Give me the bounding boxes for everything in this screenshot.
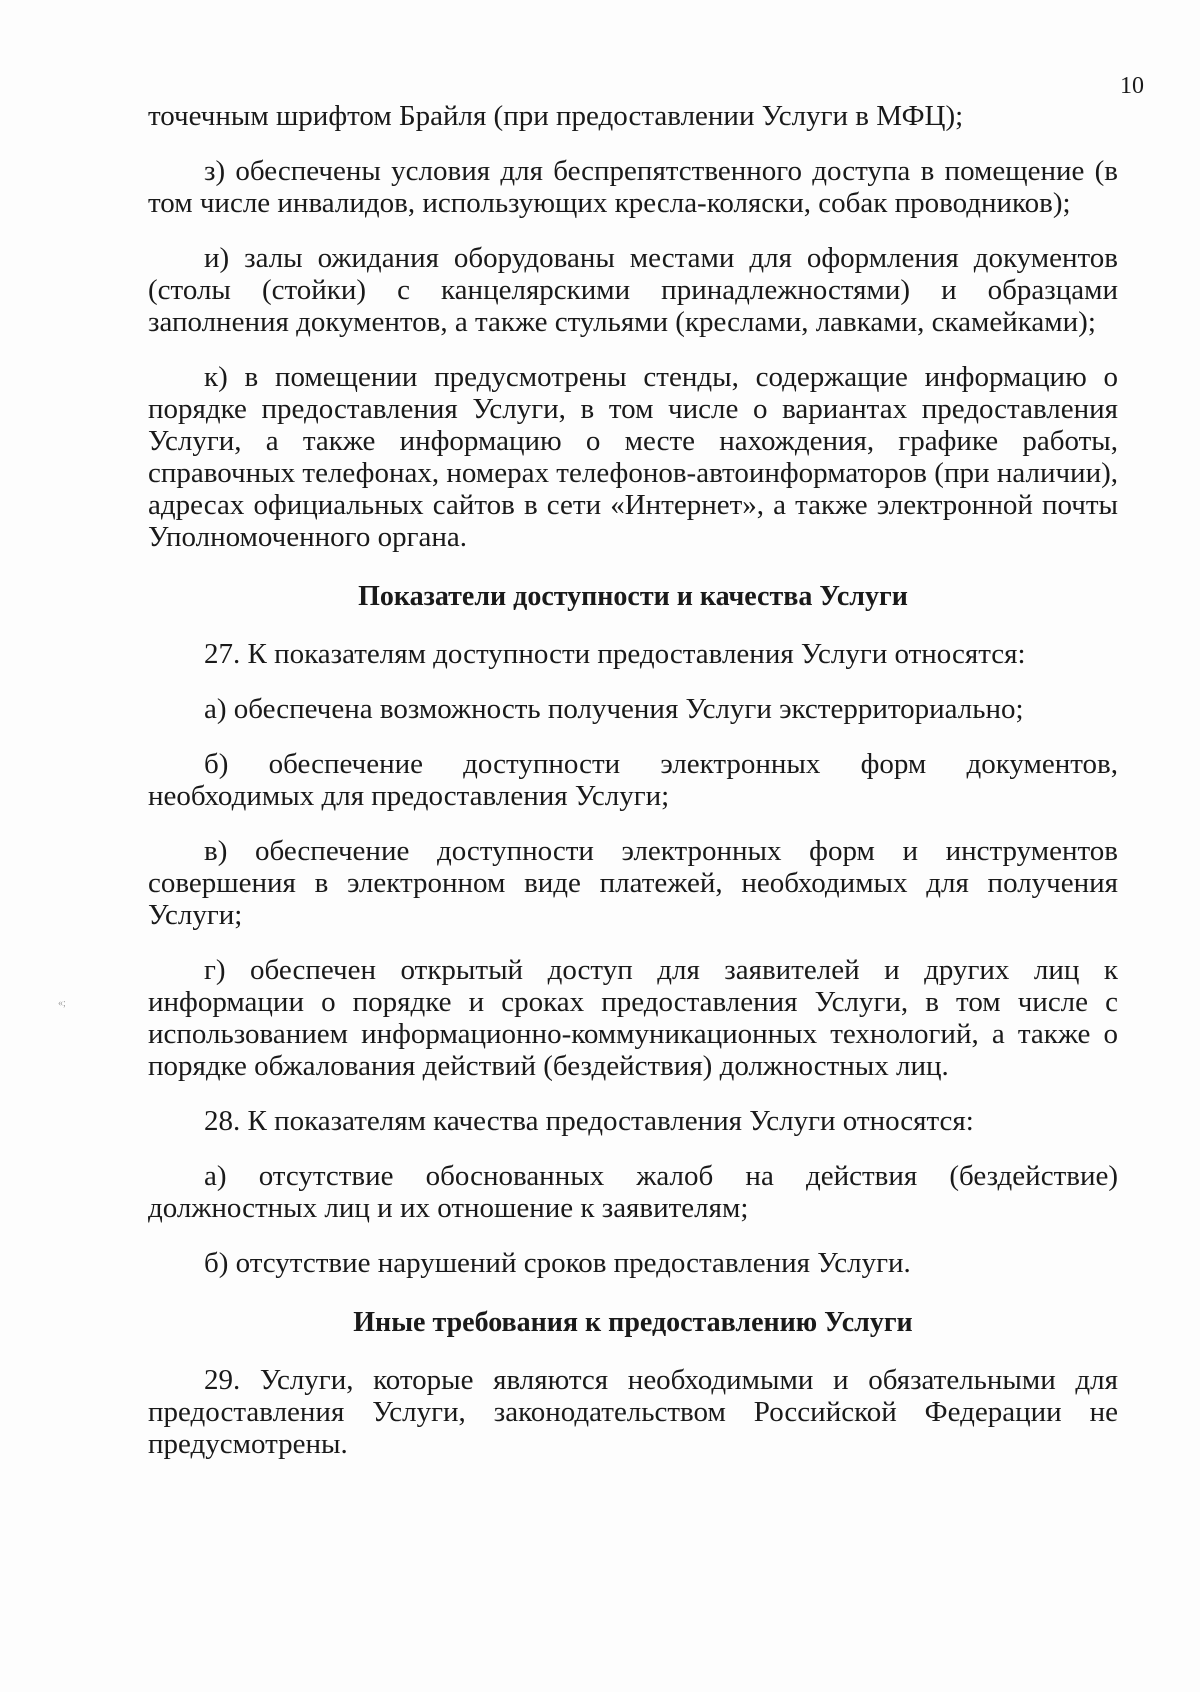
- paragraph-29: 29. Услуги, которые являются необходимыми и обязательными для предоставления Услуги, законодательством Российской Федерации не предусмотрены.: [148, 1364, 1118, 1460]
- paragraph-item-i: и) залы ожидания оборудованы местами для оформления документов (столы (стойки) с канцелярскими принадлежностями) и образцами заполнения документов, а также стульями (креслами, лавками, скамейками);: [148, 242, 1118, 338]
- paragraph-28-a: а) отсутствие обоснованных жалоб на действия (бездействие) должностных лиц и их отношение к заявителям;: [148, 1160, 1118, 1224]
- paragraph-item-k: к) в помещении предусмотрены стенды, содержащие информацию о порядке предоставления Услуги, в том числе о вариантах предоставления Услуги, а также информацию о месте нахождения, графике работы, справочных телефонах, номерах телефонов-автоинформаторов (при наличии), адресах официальных сайтов в сети «Интернет», а также электронной почты Уполномоченного органа.: [148, 361, 1118, 553]
- document-body: [148, 100, 1118, 1483]
- paragraph-27-v: в) обеспечение доступности электронных форм и инструментов совершения в электронном виде платежей, необходимых для получения Услуги;: [148, 835, 1118, 931]
- paragraph-27-b: б) обеспечение доступности электронных форм документов, необходимых для предоставления Услуги;: [148, 748, 1118, 812]
- section-heading-other-requirements: Иные требования к предоставлению Услуги: [353, 1307, 913, 1338]
- paragraph-28-b: б) отсутствие нарушений сроков предоставления Услуги.: [204, 1247, 911, 1279]
- section-heading-accessibility-quality: Показатели доступности и качества Услуги: [358, 581, 908, 612]
- scan-artifact-mark: «;: [58, 998, 66, 1009]
- paragraph-28: 28. К показателям качества предоставления Услуги относятся:: [204, 1105, 974, 1137]
- page-number: 10: [1120, 73, 1144, 99]
- paragraph-item-z: з) обеспечены условия для беспрепятственного доступа в помещение (в том числе инвалидов, использующих кресла-коляски, собак проводников);: [148, 155, 1118, 219]
- paragraph-27-a: а) обеспечена возможность получения Услуги экстерриториально;: [204, 693, 1024, 725]
- paragraph-27: 27. К показателям доступности предоставления Услуги относятся:: [204, 638, 1026, 670]
- paragraph-27-g: г) обеспечен открытый доступ для заявителей и других лиц к информации о порядке и сроках предоставления Услуги, в том числе с использованием информационно-коммуникационных технологий, а также о порядке обжалования действий (бездействия) должностных лиц.: [148, 954, 1118, 1082]
- paragraph-braille-continuation: точечным шрифтом Брайля (при предоставлении Услуги в МФЦ);: [148, 100, 964, 132]
